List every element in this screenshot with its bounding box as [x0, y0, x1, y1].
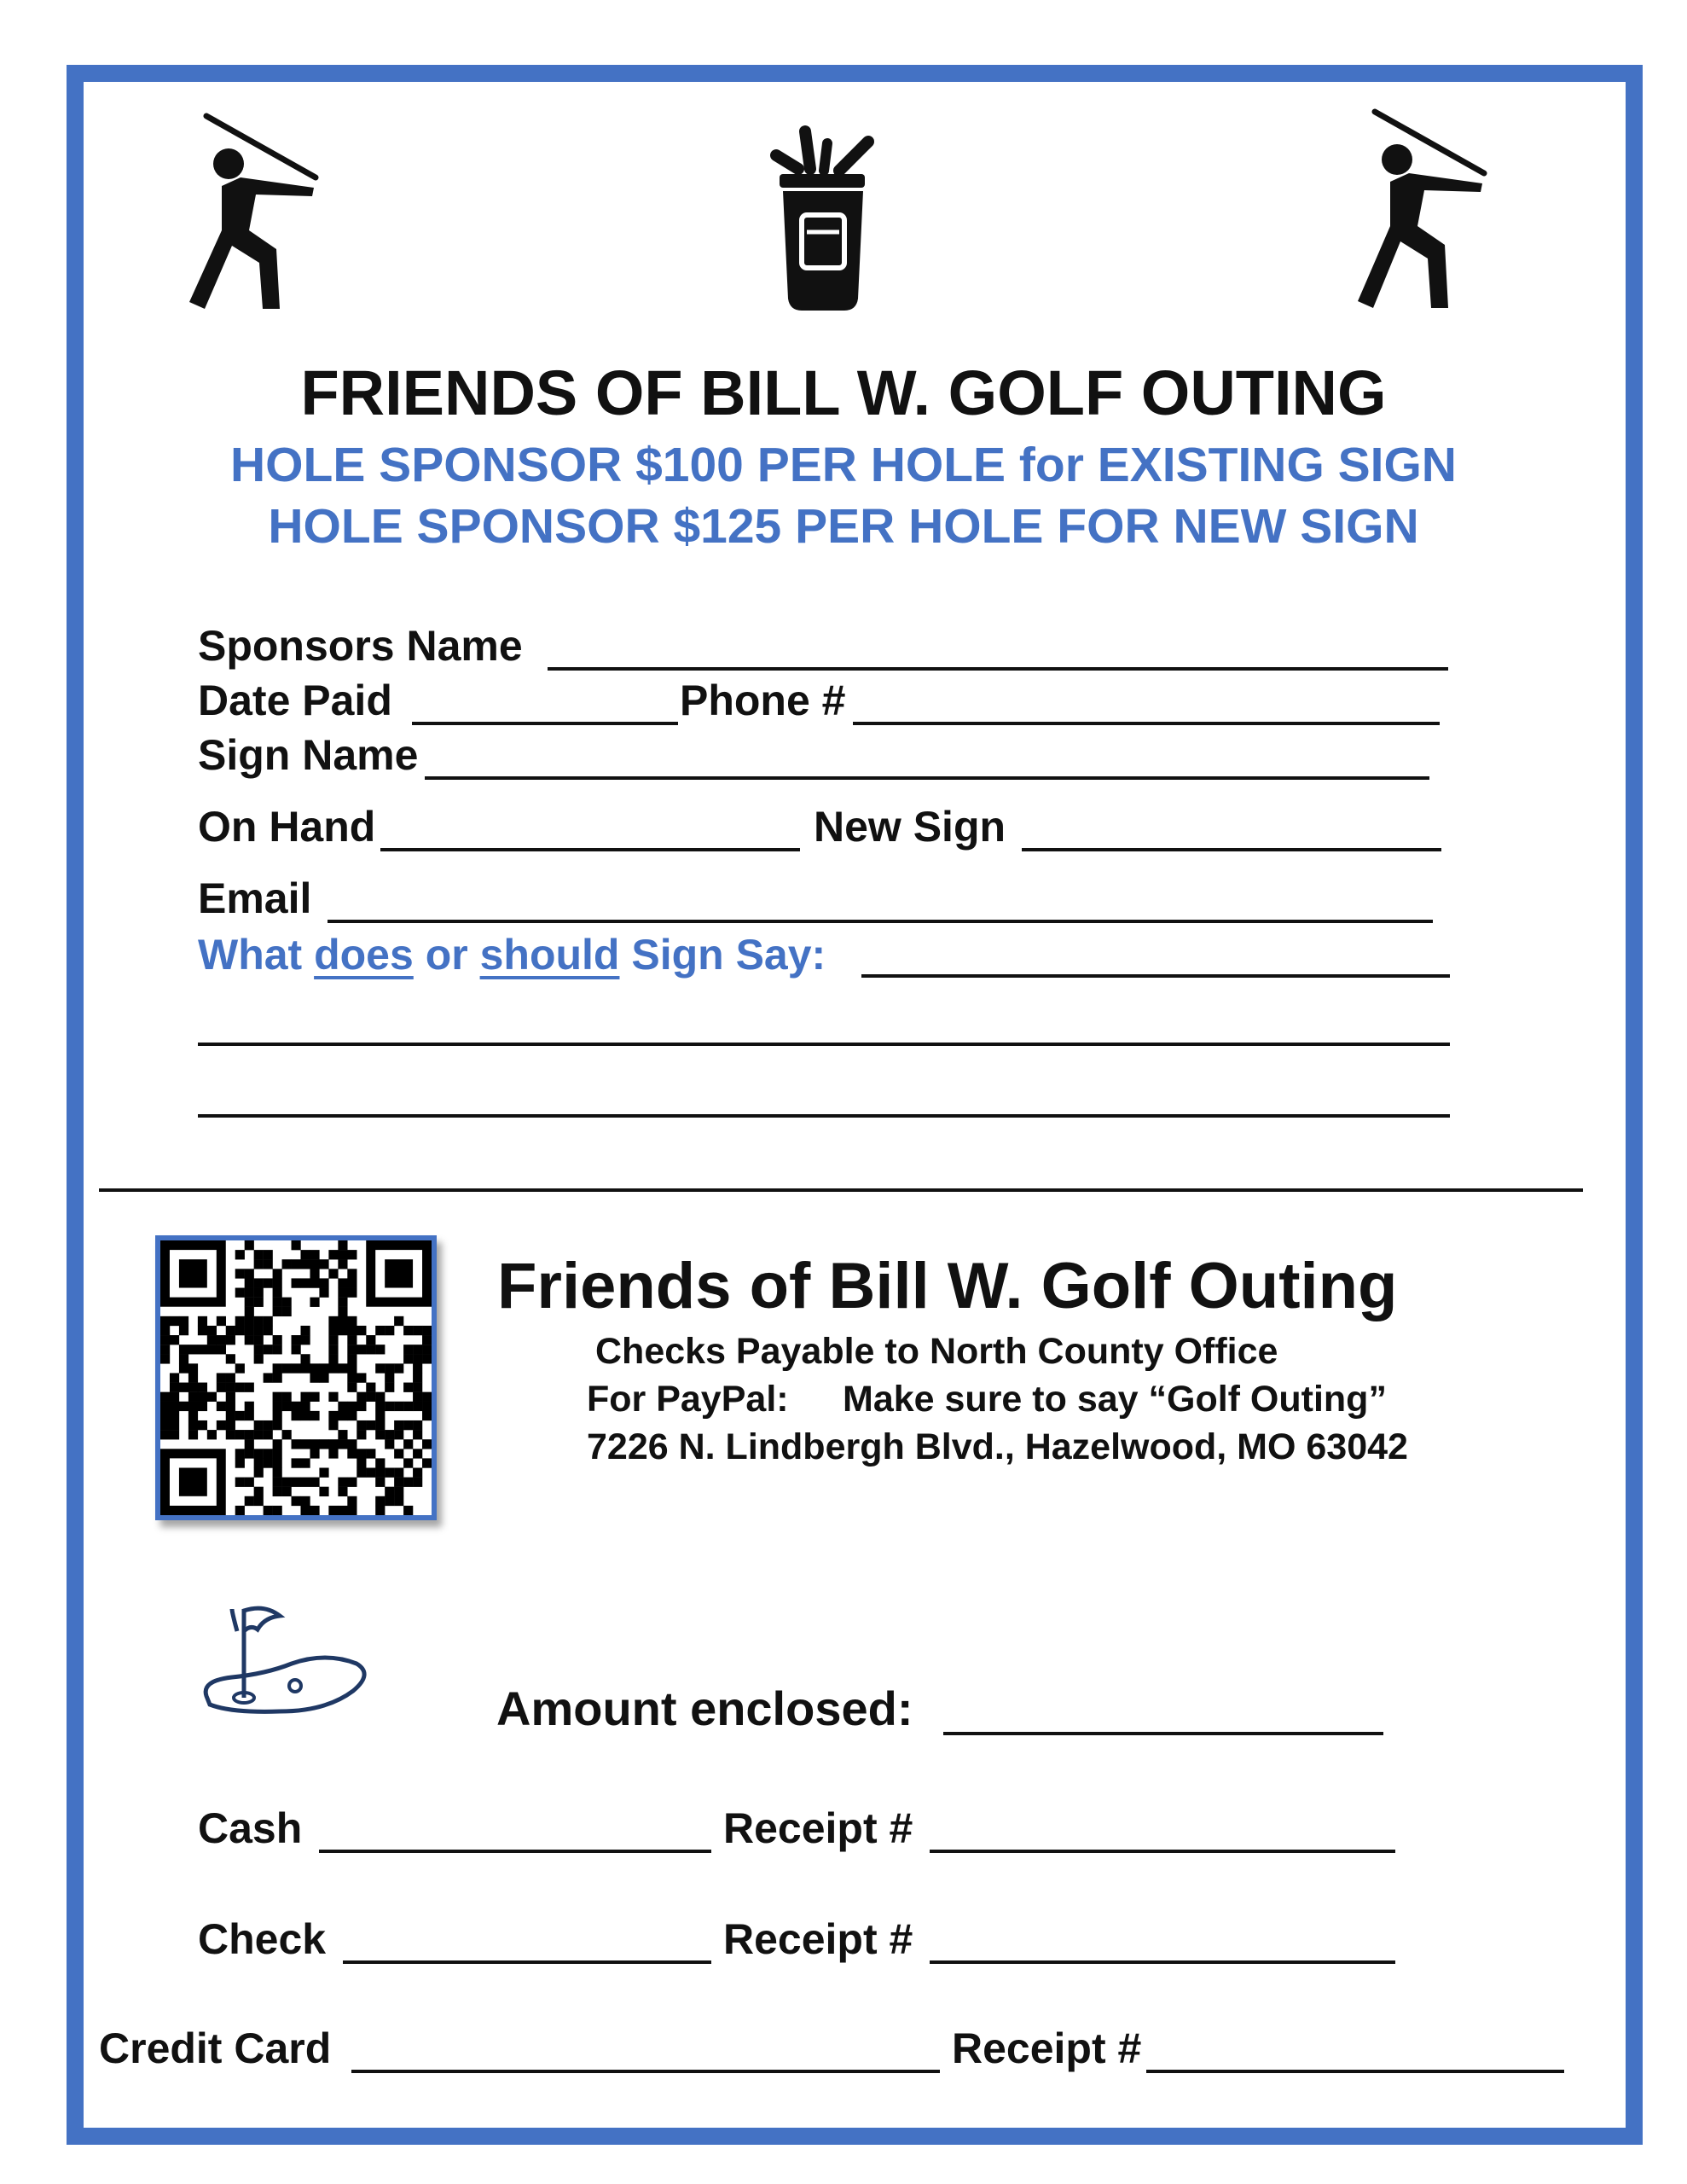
golfer-icon — [188, 111, 333, 316]
sponsors-name-label: Sponsors Name — [198, 622, 523, 670]
sign-say-does: does — [314, 931, 414, 979]
payment-title: Friends of Bill W. Golf Outing — [497, 1250, 1398, 1322]
credit-card-receipt-label: Receipt # — [952, 2024, 1142, 2072]
sponsor-price-existing: HOLE SPONSOR $100 PER HOLE for EXISTING SIGN — [230, 438, 1457, 492]
checks-payable: Checks Payable to North County Office — [595, 1331, 1278, 1372]
mailing-address: 7226 N. Lindbergh Blvd., Hazelwood, MO 63042 — [587, 1426, 1408, 1467]
credit-card-field[interactable] — [351, 2070, 940, 2073]
sponsors-name-field[interactable] — [548, 667, 1448, 671]
email-label: Email — [198, 874, 312, 922]
new-sign-label: New Sign — [814, 803, 1006, 851]
qr-code-icon — [160, 1240, 432, 1515]
phone-field[interactable] — [853, 722, 1440, 725]
cash-field[interactable] — [319, 1850, 711, 1853]
credit-card-receipt-field[interactable] — [1146, 2070, 1564, 2073]
qr-code[interactable] — [155, 1235, 437, 1520]
sign-say-text: Sign Say: — [619, 931, 826, 979]
cash-receipt-label: Receipt # — [723, 1804, 913, 1852]
cash-receipt-field[interactable] — [930, 1850, 1395, 1853]
page-title: FRIENDS OF BILL W. GOLF OUTING — [300, 357, 1387, 428]
golfer-icon — [1356, 107, 1501, 316]
new-sign-field[interactable] — [1022, 848, 1441, 851]
sign-say-field[interactable] — [861, 974, 1450, 978]
date-paid-field[interactable] — [412, 722, 678, 725]
paypal-label: For PayPal: — [587, 1379, 789, 1420]
amount-enclosed-label: Amount enclosed: — [496, 1682, 913, 1735]
golf-bag-icon — [768, 119, 878, 316]
sponsor-price-new: HOLE SPONSOR $125 PER HOLE FOR NEW SIGN — [268, 499, 1419, 554]
paypal-note: Make sure to say “Golf Outing” — [843, 1379, 1387, 1420]
section-divider — [99, 1188, 1583, 1192]
check-label: Check — [198, 1915, 327, 1963]
sign-say-text: What — [198, 931, 315, 979]
sign-say-field-line3[interactable] — [198, 1114, 1450, 1118]
credit-card-label: Credit Card — [99, 2024, 332, 2072]
golf-flag-green-icon — [198, 1604, 368, 1723]
on-hand-field[interactable] — [380, 848, 800, 851]
sign-name-label: Sign Name — [198, 731, 419, 779]
check-receipt-label: Receipt # — [723, 1915, 913, 1963]
sign-say-should: should — [479, 931, 620, 979]
phone-label: Phone # — [680, 677, 846, 724]
on-hand-label: On Hand — [198, 803, 376, 851]
amount-enclosed-field[interactable] — [943, 1732, 1383, 1735]
sign-say-label — [198, 930, 826, 979]
date-paid-label: Date Paid — [198, 677, 392, 724]
email-field[interactable] — [328, 920, 1433, 923]
sign-name-field[interactable] — [425, 776, 1429, 780]
cash-label: Cash — [198, 1804, 303, 1852]
sign-say-text: or — [413, 931, 480, 979]
sign-say-field-line2[interactable] — [198, 1043, 1450, 1046]
check-receipt-field[interactable] — [930, 1960, 1395, 1964]
check-field[interactable] — [343, 1960, 711, 1964]
